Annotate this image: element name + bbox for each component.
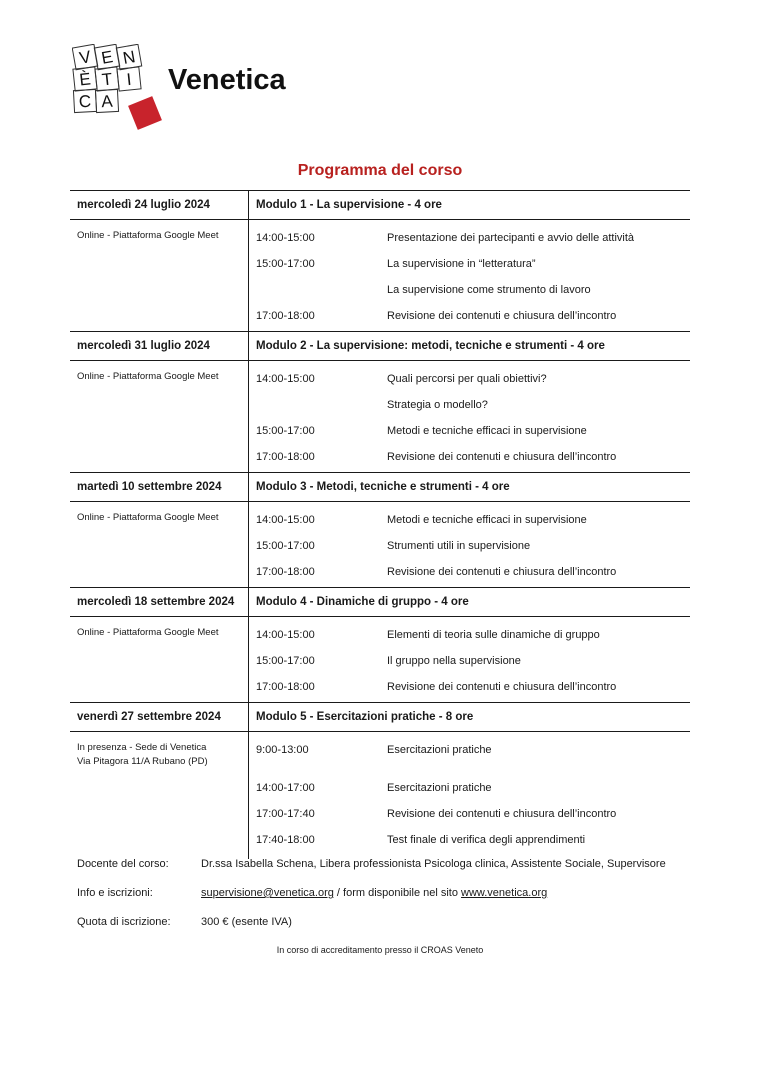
module-location [70,220,249,331]
module-date: martedì 10 settembre 2024 [70,473,249,501]
location-line: Via Pitagora 11/A Rubano (PD) [77,756,208,767]
module-body [70,220,690,331]
session-activity: Revisione dei contenuti e chiusura dell’incontro [387,681,617,693]
logo-letter: N [121,47,137,68]
session-time: 15:00-17:00 [256,425,315,437]
session-time: 17:00-18:00 [256,310,315,322]
module-header [70,331,690,361]
session-row [249,827,690,853]
logo-red-square [128,96,162,130]
session-activity: Strumenti utili in supervisione [387,540,531,552]
logo-letter: C [78,91,92,112]
session-activity: Esercitazioni pratiche [387,744,492,756]
website-link[interactable]: www.venetica.org [461,887,548,899]
session-activity: Il gruppo nella supervisione [387,655,521,667]
session-activity: Test finale di verifica degli apprendimenti [387,834,586,846]
module-body [70,617,690,702]
session-time: 15:00-17:00 [256,258,315,270]
module-header [70,190,690,220]
module-date: mercoledì 18 settembre 2024 [70,588,249,616]
logo-letter: E [99,47,115,68]
module-title: Modulo 1 - La supervisione - 4 ore [256,199,442,211]
module-title: Modulo 4 - Dinamiche di gruppo - 4 ore [256,596,469,608]
session-row [249,507,690,533]
session-row [249,418,690,444]
session-row [249,775,690,801]
logo-letter: T [100,69,114,90]
info-label: Info e iscrizioni: [77,887,153,899]
teacher-value: Dr.ssa Isabella Schena, Libera professionista Psicologa clinica, Assistente Sociale, Supervisore [201,858,666,870]
logo-mark-icon [72,44,164,134]
session-time: 17:00-18:00 [256,451,315,463]
session-time: 14:00-15:00 [256,232,315,244]
accreditation-note: In corso di accreditamento presso il CROAS Veneto [276,945,484,955]
module-title: Modulo 5 - Esercitazioni pratiche - 8 ore [256,711,474,723]
session-list [249,732,690,859]
logo-letter: A [100,91,114,112]
session-time: 14:00-15:00 [256,629,315,641]
session-activity: Esercitazioni pratiche [387,782,492,794]
location-line: In presenza - Sede di Venetica [77,742,207,753]
session-row [249,303,690,329]
session-activity: Metodi e tecniche efficaci in supervisione [387,425,587,437]
info-middle-text: / form disponibile nel sito [333,887,462,899]
session-row [249,392,690,418]
logo-letter: I [125,69,133,90]
fee-value: 300 € (esente IVA) [201,916,292,928]
venetica-logo [72,44,312,136]
session-activity: Revisione dei contenuti e chiusura dell’incontro [387,451,617,463]
session-row [249,251,690,277]
brand-name: Venetica [168,64,286,96]
module-date: venerdì 27 settembre 2024 [70,703,249,731]
session-activity: Quali percorsi per quali obiettivi? [387,373,547,385]
session-activity: Presentazione dei partecipanti e avvio delle attività [387,232,635,244]
module-date: mercoledì 24 luglio 2024 [70,191,249,219]
location-line: Online - Piattaforma Google Meet [77,371,219,382]
session-list [249,617,690,702]
session-time: 17:00-17:40 [256,808,315,820]
session-list [249,502,690,587]
session-activity: La supervisione in “letteratura” [387,258,536,270]
module-header [70,587,690,617]
module-date: mercoledì 31 luglio 2024 [70,332,249,360]
session-time: 14:00-15:00 [256,514,315,526]
session-row [249,366,690,392]
session-activity: Revisione dei contenuti e chiusura dell’incontro [387,566,617,578]
schedule-table [70,190,690,859]
module-body [70,361,690,472]
logo-letter: V [77,47,93,68]
teacher-row [77,858,717,887]
session-time: 14:00-15:00 [256,373,315,385]
session-row [249,533,690,559]
module-title: Modulo 2 - La supervisione: metodi, tecniche e strumenti - 4 ore [256,340,605,352]
session-row [249,801,690,827]
course-info [77,858,717,945]
session-activity: La supervisione come strumento di lavoro [387,284,591,296]
session-row [249,277,690,303]
session-row [249,763,690,775]
program-title: Programma del corso [297,162,463,179]
module-title: Modulo 3 - Metodi, tecniche e strumenti - 4 ore [256,481,510,493]
session-time: 17:40-18:00 [256,834,315,846]
session-activity: Revisione dei contenuti e chiusura dell’incontro [387,310,617,322]
session-time: 17:00-18:00 [256,681,315,693]
module-body [70,732,690,859]
info-row [77,887,717,916]
session-activity: Strategia o modello? [387,399,488,411]
session-list [249,220,690,331]
location-line: Online - Piattaforma Google Meet [77,627,219,638]
session-row [249,559,690,585]
location-line: Online - Piattaforma Google Meet [77,512,219,523]
session-time: 9:00-13:00 [256,744,309,756]
session-activity: Elementi di teoria sulle dinamiche di gruppo [387,629,600,641]
module-header [70,472,690,502]
module-location [70,502,249,587]
module-header [70,702,690,732]
session-row [249,444,690,470]
module-location [70,732,249,859]
module-location [70,361,249,472]
session-row [249,648,690,674]
logo-letter: È [78,69,92,90]
session-row [249,622,690,648]
location-line: Online - Piattaforma Google Meet [77,230,219,241]
session-list [249,361,690,472]
session-time: 15:00-17:00 [256,655,315,667]
session-time: 14:00-17:00 [256,782,315,794]
email-link[interactable]: supervisione@venetica.org [201,887,334,899]
session-row [249,737,690,763]
session-time: 17:00-18:00 [256,566,315,578]
fee-label: Quota di iscrizione: [77,916,171,928]
session-row [249,225,690,251]
session-activity: Metodi e tecniche efficaci in supervisione [387,514,587,526]
fee-row [77,916,717,945]
session-row [249,674,690,700]
module-body [70,502,690,587]
module-location [70,617,249,702]
session-activity: Revisione dei contenuti e chiusura dell’incontro [387,808,617,820]
session-time: 15:00-17:00 [256,540,315,552]
teacher-label: Docente del corso: [77,858,169,870]
